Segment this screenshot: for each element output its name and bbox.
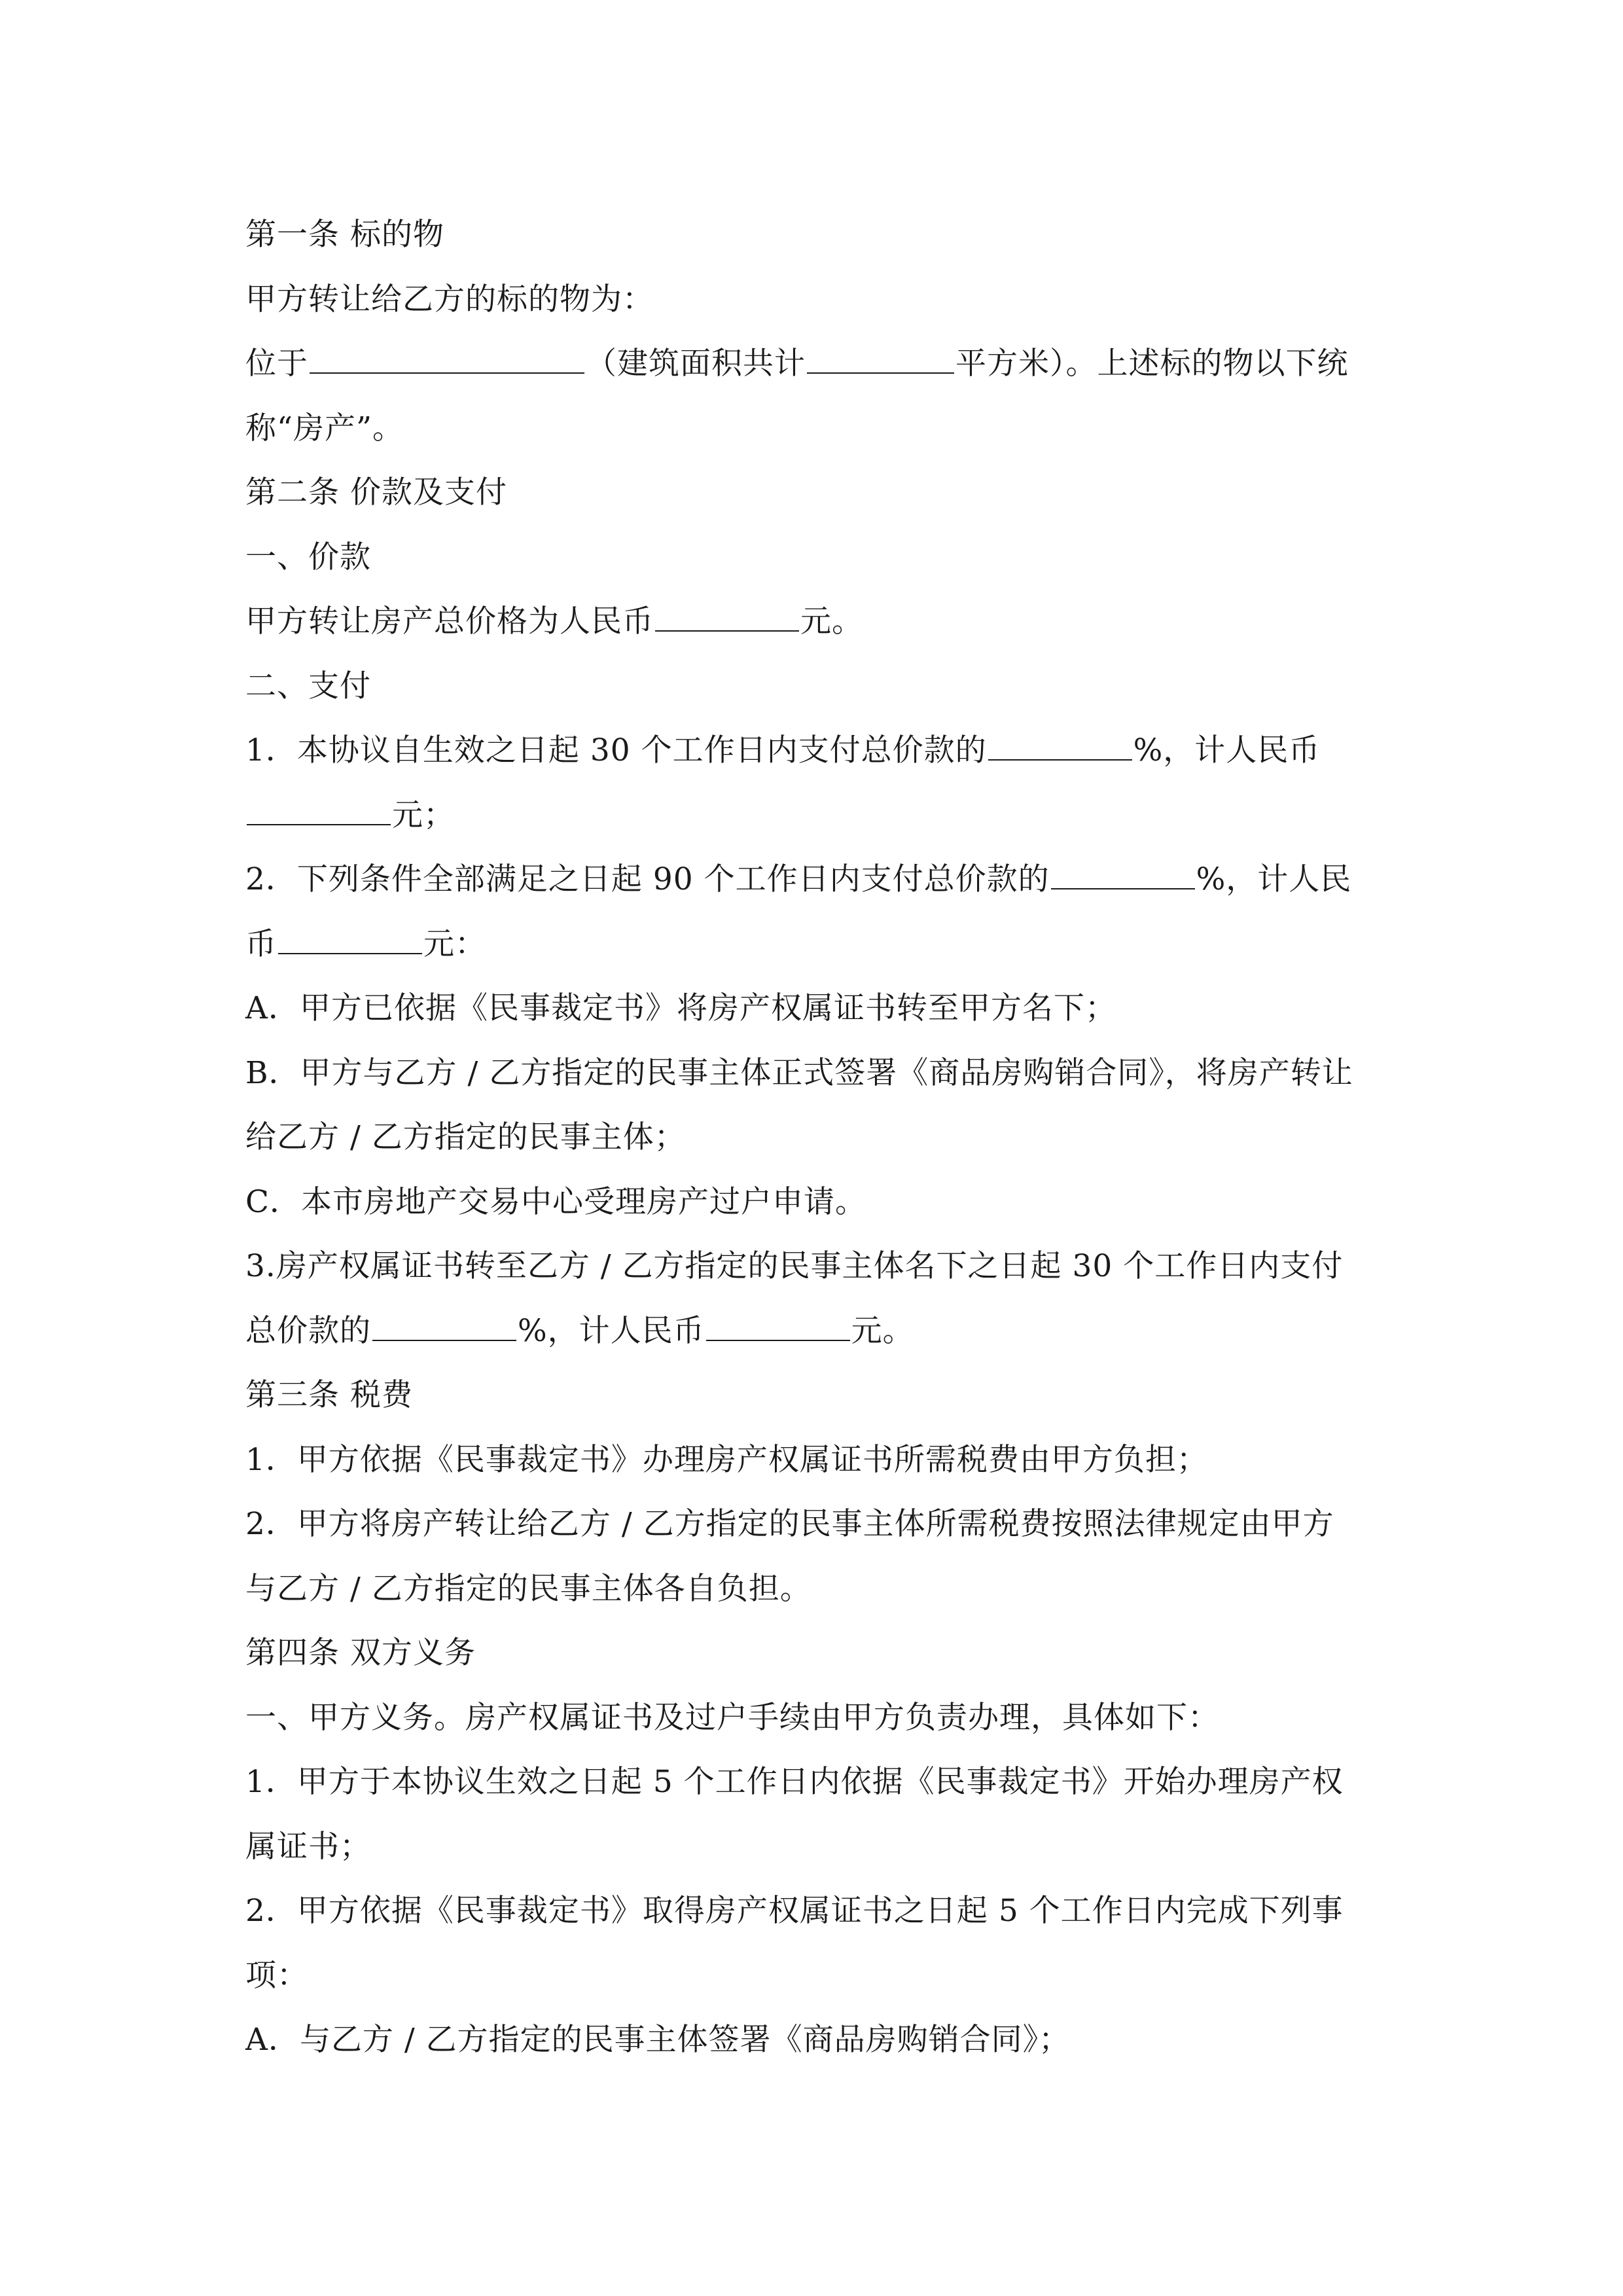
- tax-item2-line1: 2．甲方将房产转让给乙方 / 乙方指定的民事主体所需税费按照法律规定由甲方: [245, 1506, 1334, 1542]
- duty-item1-line2: 属证书；: [245, 1828, 371, 1865]
- item3-prefix: 总价款的: [245, 1312, 371, 1349]
- item1-percent-blank: [988, 736, 1132, 761]
- item2-percent-blank: [1051, 865, 1195, 889]
- payment-item3-line2: [245, 1299, 1387, 1364]
- location-prefix: 位于: [245, 346, 308, 382]
- price-blank: [655, 607, 799, 632]
- article4-heading: 第四条 双方义务: [245, 1635, 476, 1671]
- payment-item1-cont: [245, 783, 1387, 848]
- party-a-heading: 一、甲方义务。房产权属证书及过户手续由甲方负责办理，具体如下：: [245, 1699, 1219, 1736]
- duty-item2-line1: 2．甲方依据《民事裁定书》取得房产权属证书之日起 5 个工作日内完成下列事: [245, 1893, 1344, 1929]
- price-suffix: 元。: [800, 603, 863, 639]
- duty-item1-line1: 1．甲方于本协议生效之日起 5 个工作日内依据《民事裁定书》开始办理房产权: [245, 1764, 1344, 1800]
- article1-location-line: [245, 332, 1387, 397]
- item3-amount-blank: [706, 1316, 850, 1341]
- article1-continuation: 称“房产”。: [245, 410, 404, 446]
- price-line: [245, 590, 1387, 655]
- location-blank: [310, 349, 584, 374]
- item3-percent-blank: [372, 1316, 516, 1341]
- area-blank: [807, 349, 954, 374]
- article1-heading: 第一条 标的物: [245, 217, 444, 253]
- item1-amount-blank: [247, 800, 391, 825]
- condition-a: A．甲方已依据《民事裁定书》将房产权属证书转至甲方名下；: [245, 990, 1116, 1026]
- price-prefix: 甲方转让房产总价格为人民币: [245, 603, 654, 639]
- condition-b-line2: 给乙方 / 乙方指定的民事主体；: [245, 1119, 686, 1155]
- item1-mid: %，计人民币: [1133, 732, 1321, 768]
- area-prefix: （建筑面积共计: [586, 346, 806, 382]
- duty-item2-a: A．与乙方 / 乙方指定的民事主体签署《商品房购销合同》；: [245, 2022, 1071, 2058]
- price-heading: 一、价款: [245, 539, 371, 575]
- tax-item1: 1．甲方依据《民事裁定书》办理房产权属证书所需税费由甲方负担；: [245, 1441, 1208, 1478]
- condition-c: C．本市房地产交易中心受理房产过户申请。: [245, 1183, 866, 1220]
- area-suffix: 平方米）。上述标的物以下统: [955, 346, 1349, 382]
- duty-item2-line2: 项：: [245, 1957, 308, 1994]
- item2-amount-blank: [278, 929, 422, 954]
- payment-item3-line1: 3.房产权属证书转至乙方 / 乙方指定的民事主体名下之日起 30 个工作日内支付: [245, 1248, 1344, 1284]
- article3-heading: 第三条 税费: [245, 1377, 413, 1413]
- item2-mid: %，计人民: [1196, 861, 1352, 897]
- contract-body: [245, 203, 1387, 2073]
- tax-item2-line2: 与乙方 / 乙方指定的民事主体各自负担。: [245, 1570, 812, 1607]
- payment-item1: [245, 719, 1387, 783]
- payment-item2: [245, 848, 1387, 912]
- item3-mid: %，计人民币: [518, 1312, 705, 1349]
- item2-cont-prefix: 币: [245, 925, 277, 962]
- item3-suffix: 元。: [851, 1312, 914, 1349]
- article1-intro: 甲方转让给乙方的标的物为：: [245, 281, 654, 317]
- item1-suffix: 元；: [392, 797, 455, 833]
- payment-heading: 二、支付: [245, 668, 371, 704]
- condition-b-line1: B．甲方与乙方 / 乙方指定的民事主体正式签署《商品房购销合同》，将房产转让: [245, 1054, 1353, 1091]
- article2-heading: 第二条 价款及支付: [245, 475, 507, 511]
- payment-item2-cont: [245, 912, 1387, 977]
- item2-suffix: 元：: [423, 925, 486, 962]
- item2-prefix: 2．下列条件全部满足之日起 90 个工作日内支付总价款的: [245, 861, 1050, 897]
- item1-prefix: 1．本协议自生效之日起 30 个工作日内支付总价款的: [245, 732, 987, 768]
